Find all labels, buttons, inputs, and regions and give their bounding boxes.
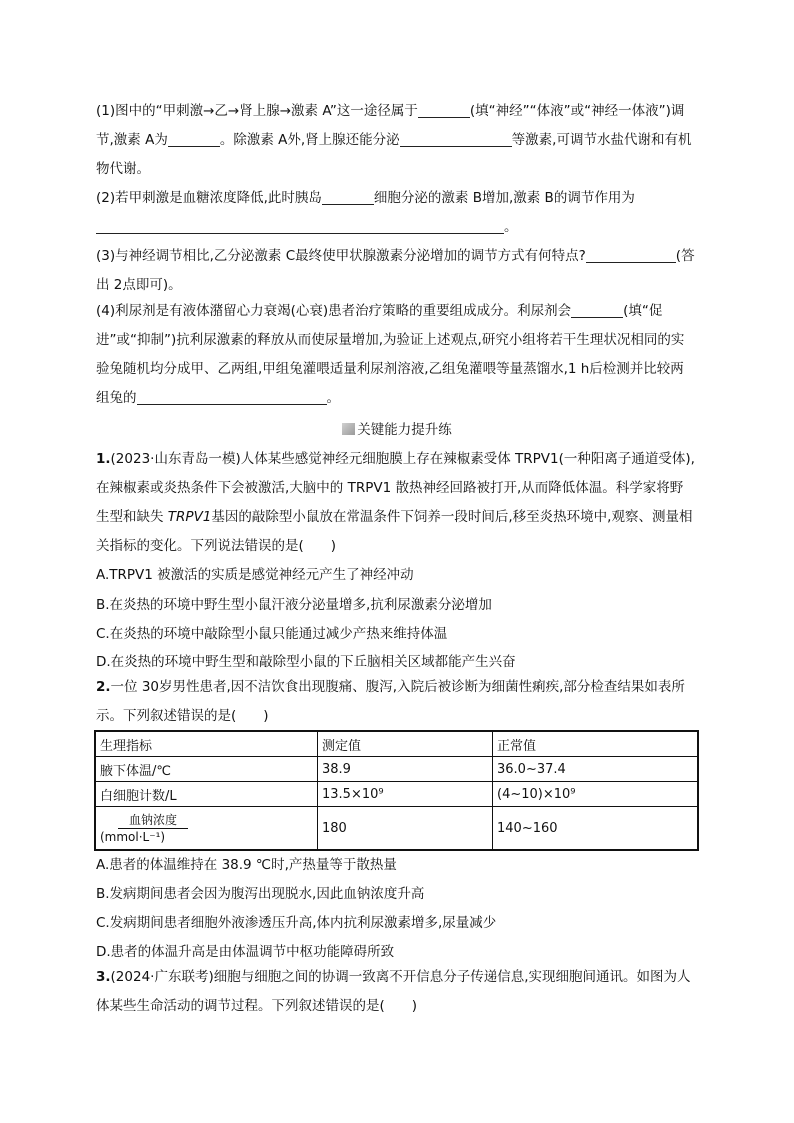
section-title: [0, 418, 794, 438]
table-row: [95, 807, 698, 851]
answer-blank[interactable]: [96, 218, 504, 234]
question-stem: (2023·山东青岛一模)人体某些感觉神经元细胞膜上存在辣椒素受体 TRPV1(一种阳离子通道受体),在辣椒素或炎热条件下会被激活,大脑中的 TRPV1 散热神经回路被打开,从而降低体温。科学家将野生型和缺失: [96, 451, 695, 525]
table-header-cell: 正常值: [493, 731, 699, 757]
question-stem: (2024·广东联考)细胞与细胞之间的协调一致离不开信息分子传递信息,实现细胞间通讯。如图为人体某些生命活动的调节过程。下列叙述错误的是( ): [96, 969, 691, 1014]
question-stem: 一位 30岁男性患者,因不洁饮食出现腹痛、腹泻,入院后被诊断为细菌性痢疾,部分检查结果如表所示。下列叙述错误的是( ): [96, 679, 685, 724]
q2-option-a[interactable]: A.患者的体温维持在 38.9 ℃时,产热量等于散热量: [96, 857, 397, 873]
q1-option-c[interactable]: C.在炎热的环境中敲除型小鼠只能通过减少产热来维持体温: [96, 626, 448, 642]
part1-text-b: (填“神经”“体液”或“神经一体液”)调节,激素 A为: [96, 103, 685, 148]
q2-option-d[interactable]: D.患者的体温升高是由体温调节中枢功能障碍所致: [96, 944, 395, 960]
part3-text-a: (3)与神经调节相比,乙分泌激素 C最终使甲状腺激素分泌增加的调节方式有何特点?: [96, 248, 586, 264]
question-stem-cont: 基因的敲除型小鼠放在常温条件下饲养一段时间后,移至炎热环境中,观察、测量相关指标的变化。下列说法错误的是( ): [96, 509, 693, 554]
part3-text-b: (答出 2点即可)。: [96, 248, 695, 293]
part1-text-d: 等激素,可调节水盐代谢和有机物代谢。: [96, 132, 692, 177]
q1-option-b[interactable]: B.在炎热的环境中野生型小鼠汗液分泌量增多,抗利尿激素分泌增加: [96, 597, 492, 613]
table-cell: 140~160: [493, 807, 699, 851]
table-cell: (4~10)×10⁹: [493, 782, 699, 807]
question-2-stem: [96, 673, 696, 731]
table-cell: 38.9: [318, 757, 493, 782]
answer-blank[interactable]: [137, 389, 327, 405]
answer-blank[interactable]: [418, 102, 470, 118]
table-cell: 180: [318, 807, 493, 851]
part4-text-a: (4)利尿剂是有液体潴留心力衰竭(心衰)患者治疗策略的重要组成成分。利尿剂会: [96, 303, 572, 319]
question-number: 1.: [96, 451, 111, 467]
answer-blank[interactable]: [322, 189, 374, 205]
table-cell: 36.0~37.4: [493, 757, 699, 782]
table-cell: 白细胞计数/L: [95, 782, 318, 807]
answer-blank[interactable]: [586, 247, 676, 263]
question-part-3: [96, 242, 696, 300]
question-1-stem: [96, 445, 696, 561]
sodium-label: 血钠浓度: [118, 812, 188, 829]
question-part-2: [96, 184, 696, 242]
part4-text-b: (填“促进”或“抑制”)抗利尿激素的释放从而使尿量增加,为验证上述观点,研究小组将若干生理状况相同的实验兔随机均分成甲、乙两组,甲组兔灌喂适量利尿剂溶液,乙组兔灌喂等量蒸馏水,1 h后检测并比较两组兔的: [96, 303, 685, 406]
q1-option-a[interactable]: A.TRPV1 被激活的实质是感觉神经元产生了神经冲动: [96, 567, 414, 583]
table-header-row: [95, 731, 698, 757]
q2-option-c[interactable]: C.发病期间患者细胞外液渗透压升高,体内抗利尿激素增多,尿量减少: [96, 915, 497, 931]
part2-text-a: (2)若甲刺激是血糖浓度降低,此时胰岛: [96, 190, 322, 206]
section-icon: [342, 423, 355, 435]
question-number: 3.: [96, 969, 111, 985]
table-header-cell: 测定值: [318, 731, 493, 757]
part1-text-c: 。除激素 A外,肾上腺还能分泌: [219, 132, 400, 148]
question-part-4: [96, 297, 696, 413]
answer-blank[interactable]: [571, 302, 623, 318]
section-title-text: 关键能力提升练: [357, 422, 452, 438]
answer-blank[interactable]: [400, 131, 512, 147]
part2-text-b: 细胞分泌的激素 B增加,激素 B的调节作用为: [373, 190, 635, 206]
table-row: [95, 782, 698, 807]
table-header-cell: 生理指标: [95, 731, 318, 757]
table-cell: 13.5×10⁹: [318, 782, 493, 807]
q2-option-b[interactable]: B.发病期间患者会因为腹泻出现脱水,因此血钠浓度升高: [96, 886, 425, 902]
lab-results-table: [94, 730, 699, 851]
part4-text-c: 。: [326, 390, 340, 406]
question-number: 2.: [96, 679, 111, 695]
part2-text-c: 。: [504, 219, 518, 235]
q1-option-d[interactable]: D.在炎热的环境中野生型和敲除型小鼠的下丘脑相关区域都能产生兴奋: [96, 654, 516, 670]
question-part-1: [96, 97, 696, 184]
question-3-stem: [96, 963, 696, 1021]
table-cell: [95, 807, 318, 851]
sodium-unit: (mmol·L⁻¹): [100, 829, 166, 844]
part1-text-a: (1)图中的“甲刺激→乙→肾上腺→激素 A”这一途径属于: [96, 103, 418, 119]
gene-name: TRPV1: [167, 509, 212, 525]
table-cell: 腋下体温/℃: [95, 757, 318, 782]
table-row: [95, 757, 698, 782]
answer-blank[interactable]: [168, 131, 220, 147]
